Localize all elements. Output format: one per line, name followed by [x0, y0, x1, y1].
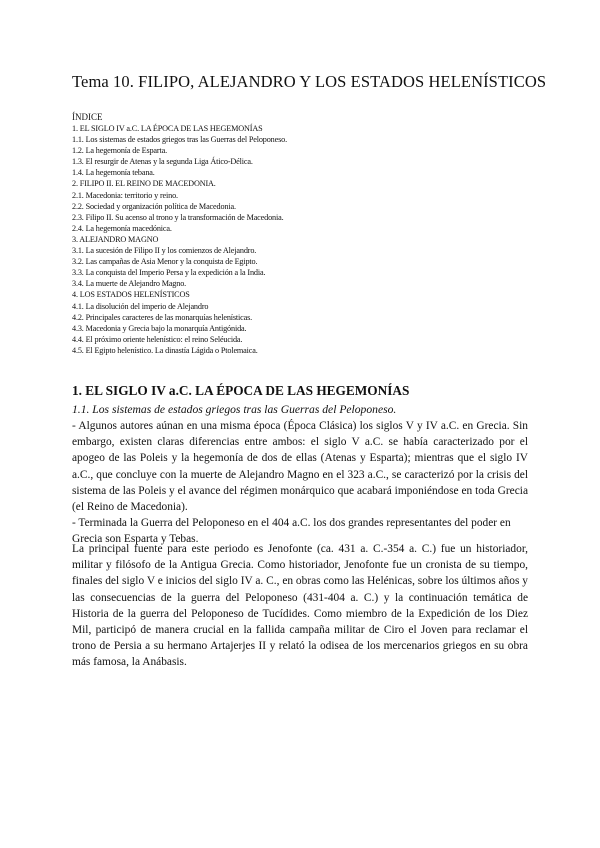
toc-item: 1.4. La hegemonía tebana.: [72, 168, 155, 178]
body-text-block: [72, 418, 528, 548]
toc-item: 3.4. La muerte de Alejandro Magno.: [72, 279, 187, 289]
toc-item: 2.4. La hegemonía macedónica.: [72, 223, 172, 233]
toc-heading: ÍNDICE: [72, 112, 103, 122]
table-of-contents: [72, 112, 532, 356]
paragraph: La principal fuente para este periodo es Jenofonte (ca. 431 a. C.-354 a. C.) fue un historiador, militar y filósofo de la Antigua Grecia. Como historiador, Jenofonte fue un cronista de su tiempo, finales del siglo V e inicios del siglo IV a. C., en obras como las Helénicas, sobre los últimos años y las consecuencias de la guerra del Peloponeso (431-404 a. C.) y la continuación temática de Historia de la guerra del Peloponeso de Tucídides. Como miembro de la Expedición de los Diez Mil, participó de manera crucial en la fallida campaña militar de Ciro el Joven para reclamar el trono de Persia a su hermano Artajerjes II y relató la odisea de los mercenarios griegos en su obra más famosa, la Anábasis.: [72, 543, 528, 669]
toc-item: 1.1. Los sistemas de estados griegos tras las Guerras del Peloponeso.: [72, 135, 287, 145]
toc-item: 4. LOS ESTADOS HELENÍSTICOS: [72, 290, 190, 300]
paragraph: - Algunos autores aúnan en una misma época (Época Clásica) los siglos V y IV a.C. en Grecia. Sin embargo, existen claras diferencias entre ambos: el siglo V a.C. se había caracterizado por el apogeo de las Poleis y la hegemonía de dos de ellas (Atenas y Esparta); mientras que el siglo IV a.C., que concluye con la muerte de Alejandro Magno en el 323 a.C., se caracterizó por la crisis del sistema de las Poleis y el avance del régimen monárquico que acabará imponiéndose en toda Grecia (el Reino de Macedonia).: [72, 420, 528, 514]
toc-item: 4.5. El Egipto helenístico. La dinastía Lágida o Ptolemaica.: [72, 345, 258, 355]
document-title: Tema 10. FILIPO, ALEJANDRO Y LOS ESTADOS HELENÍSTICOS: [72, 72, 547, 91]
section-heading: 1. EL SIGLO IV a.C. LA ÉPOCA DE LAS HEGEMONÍAS: [72, 383, 410, 398]
toc-item: 1. EL SIGLO IV a.C. LA ÉPOCA DE LAS HEGEMONÍAS: [72, 124, 263, 133]
paragraph: - Terminada la Guerra del Peloponeso en el 404 a.C. los dos grandes representantes del poder en Grecia son Esparta y Tebas.: [72, 517, 511, 546]
toc-item: 2.3. Filipo II. Su acenso al trono y la transformación de Macedonia.: [72, 212, 284, 222]
toc-list: [72, 123, 532, 356]
toc-item: 4.4. El próximo oriente helenístico: el reino Seléucida.: [72, 334, 243, 344]
subsection-heading: 1.1. Los sistemas de estados griegos tras las Guerras del Peloponeso.: [72, 403, 397, 416]
toc-item: 3. ALEJANDRO MAGNO: [72, 234, 159, 244]
toc-item: 4.2. Principales caracteres de las monarquías helenísticas.: [72, 312, 253, 322]
toc-item: 2. FILIPO II. EL REINO DE MACEDONIA.: [72, 179, 216, 189]
toc-item: 3.3. La conquista del Imperio Persa y la expedición a la India.: [72, 268, 266, 278]
toc-item: 3.2. Las campañas de Asia Menor y la conquista de Egipto.: [72, 257, 258, 267]
toc-item: 2.2. Sociedad y organización política de Macedonia.: [72, 201, 236, 211]
toc-item: 4.3. Macedonia y Grecia bajo la monarquía Antigónida.: [72, 323, 247, 333]
toc-item: 2.1. Macedonia: territorio y reino.: [72, 190, 178, 200]
body-text-block: [72, 541, 528, 671]
toc-item: 1.3. El resurgir de Atenas y la segunda Liga Ático-Délica.: [72, 157, 253, 167]
toc-item: 1.2. La hegemonía de Esparta.: [72, 146, 167, 156]
toc-item: 4.1. La disolución del imperio de Alejandro: [72, 301, 209, 311]
toc-item: 3.1. La sucesión de Filipo II y los comienzos de Alejandro.: [72, 246, 257, 256]
